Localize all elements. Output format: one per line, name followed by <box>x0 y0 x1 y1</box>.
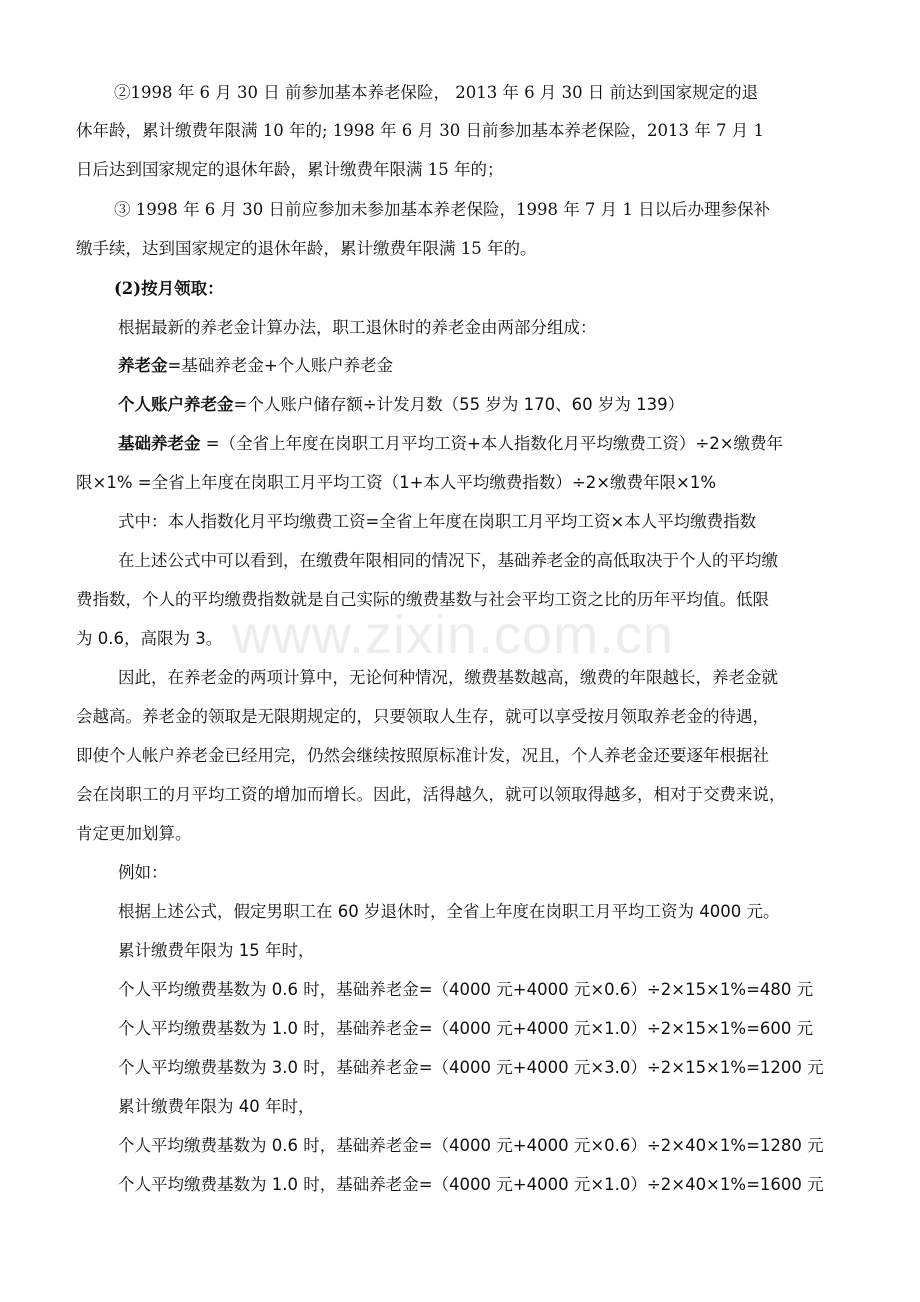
example-intro: 根据上述公式，假定男职工在 60 岁退休时，全省上年度在岗职工月平均工资为 4000 元。 <box>118 902 780 921</box>
formula-personal-term: 个人账户养老金 <box>118 395 234 414</box>
conclusion-line-3: 即使个人帐户养老金已经用完，仍然会继续按照原标准计发，况且，个人养老金还要逐年根据社 <box>76 746 769 765</box>
formula-total-rest: =基础养老金+个人账户养老金 <box>167 356 394 375</box>
formula-note-line-3: 为 0.6，高限为 3。 <box>76 629 223 648</box>
watermark: www.zixin.com.cn <box>232 605 675 665</box>
formula-personal <box>118 394 863 416</box>
paragraph-3-line-1: ③ 1998 年 6 月 30 日前应参加未参加基本养老保险，1998 年 7 月 1 日以后办理参保补 <box>114 200 771 219</box>
formula-note-line-1: 在上述公式中可以看到，在缴费年限相同的情况下，基础养老金的高低取决于个人的平均缴 <box>118 551 778 570</box>
paragraph-2-line-3: 日后达到国家规定的退休年龄，累计缴费年限满 15 年的； <box>76 160 504 179</box>
intro-text: 根据最新的养老金计算办法，职工退休时的养老金由两部分组成： <box>118 318 597 337</box>
formula-personal-rest: =个人账户储存额÷计发月数（55 岁为 170、60 岁为 139） <box>233 395 685 414</box>
conclusion-line-2: 会越高。养老金的领取是无限期规定的，只要领取人生存，就可以享受按月领取养老金的待遇， <box>76 707 769 726</box>
paragraph-2-line-1: ②1998 年 6 月 30 日 前参加基本养老保险， 2013 年 6 月 30 日 前达到国家规定的退 <box>114 83 759 102</box>
formula-total-term: 养老金 <box>118 356 168 375</box>
example-40-years-row: 个人平均缴费基数为 0.6 时，基础养老金=（4000 元+4000 元×0.6）÷2×40×1%=1280 元 <box>118 1136 824 1155</box>
conclusion-line-4: 会在岗职工的月平均工资的增加而增长。因此，活得越久，就可以领取得越多，相对于交费来说， <box>76 785 786 804</box>
conclusion-line-5: 肯定更加划算。 <box>76 824 192 843</box>
example-label: 例如： <box>118 863 168 882</box>
heading-monthly: (2)按月领取： <box>114 279 224 298</box>
example-40-years-row: 个人平均缴费基数为 1.0 时，基础养老金=（4000 元+4000 元×1.0）÷2×40×1%=1600 元 <box>118 1175 824 1194</box>
formula-total <box>118 355 863 377</box>
formula-basic <box>118 433 863 455</box>
where-clause: 式中：本人指数化月平均缴费工资=全省上年度在岗职工月平均工资×本人平均缴费指数 <box>118 512 757 531</box>
formula-basic-rest: =（全省上年度在岗职工月平均工资+本人指数化月平均缴费工资）÷2×缴费年 <box>200 434 784 453</box>
formula-basic-term: 基础养老金 <box>118 434 201 453</box>
paragraph-3-line-2: 缴手续，达到国家规定的退休年龄，累计缴费年限满 15 年的。 <box>76 239 537 258</box>
example-15-years-row: 个人平均缴费基数为 1.0 时，基础养老金=（4000 元+4000 元×1.0）÷2×15×1%=600 元 <box>118 1019 814 1038</box>
example-15-years-label: 累计缴费年限为 15 年时， <box>118 941 315 960</box>
formula-basic-line-2: 限×1% =全省上年度在岗职工月平均工资（1+本人平均缴费指数）÷2×缴费年限×1% <box>76 473 717 492</box>
example-40-years-label: 累计缴费年限为 40 年时， <box>118 1097 315 1116</box>
example-15-years-row: 个人平均缴费基数为 0.6 时，基础养老金=（4000 元+4000 元×0.6）÷2×15×1%=480 元 <box>118 980 814 999</box>
example-15-years-row: 个人平均缴费基数为 3.0 时，基础养老金=（4000 元+4000 元×3.0）÷2×15×1%=1200 元 <box>118 1058 824 1077</box>
formula-note-line-2: 费指数，个人的平均缴费指数就是自己实际的缴费基数与社会平均工资之比的历年平均值。低限 <box>76 590 769 609</box>
paragraph-2-line-2: 休年龄，累计缴费年限满 10 年的; 1998 年 6 月 30 日前参加基本养老保险，2013 年 7 月 1 <box>76 121 764 140</box>
conclusion-line-1: 因此，在养老金的两项计算中，无论何种情况，缴费基数越高，缴费的年限越长，养老金就 <box>118 668 778 687</box>
